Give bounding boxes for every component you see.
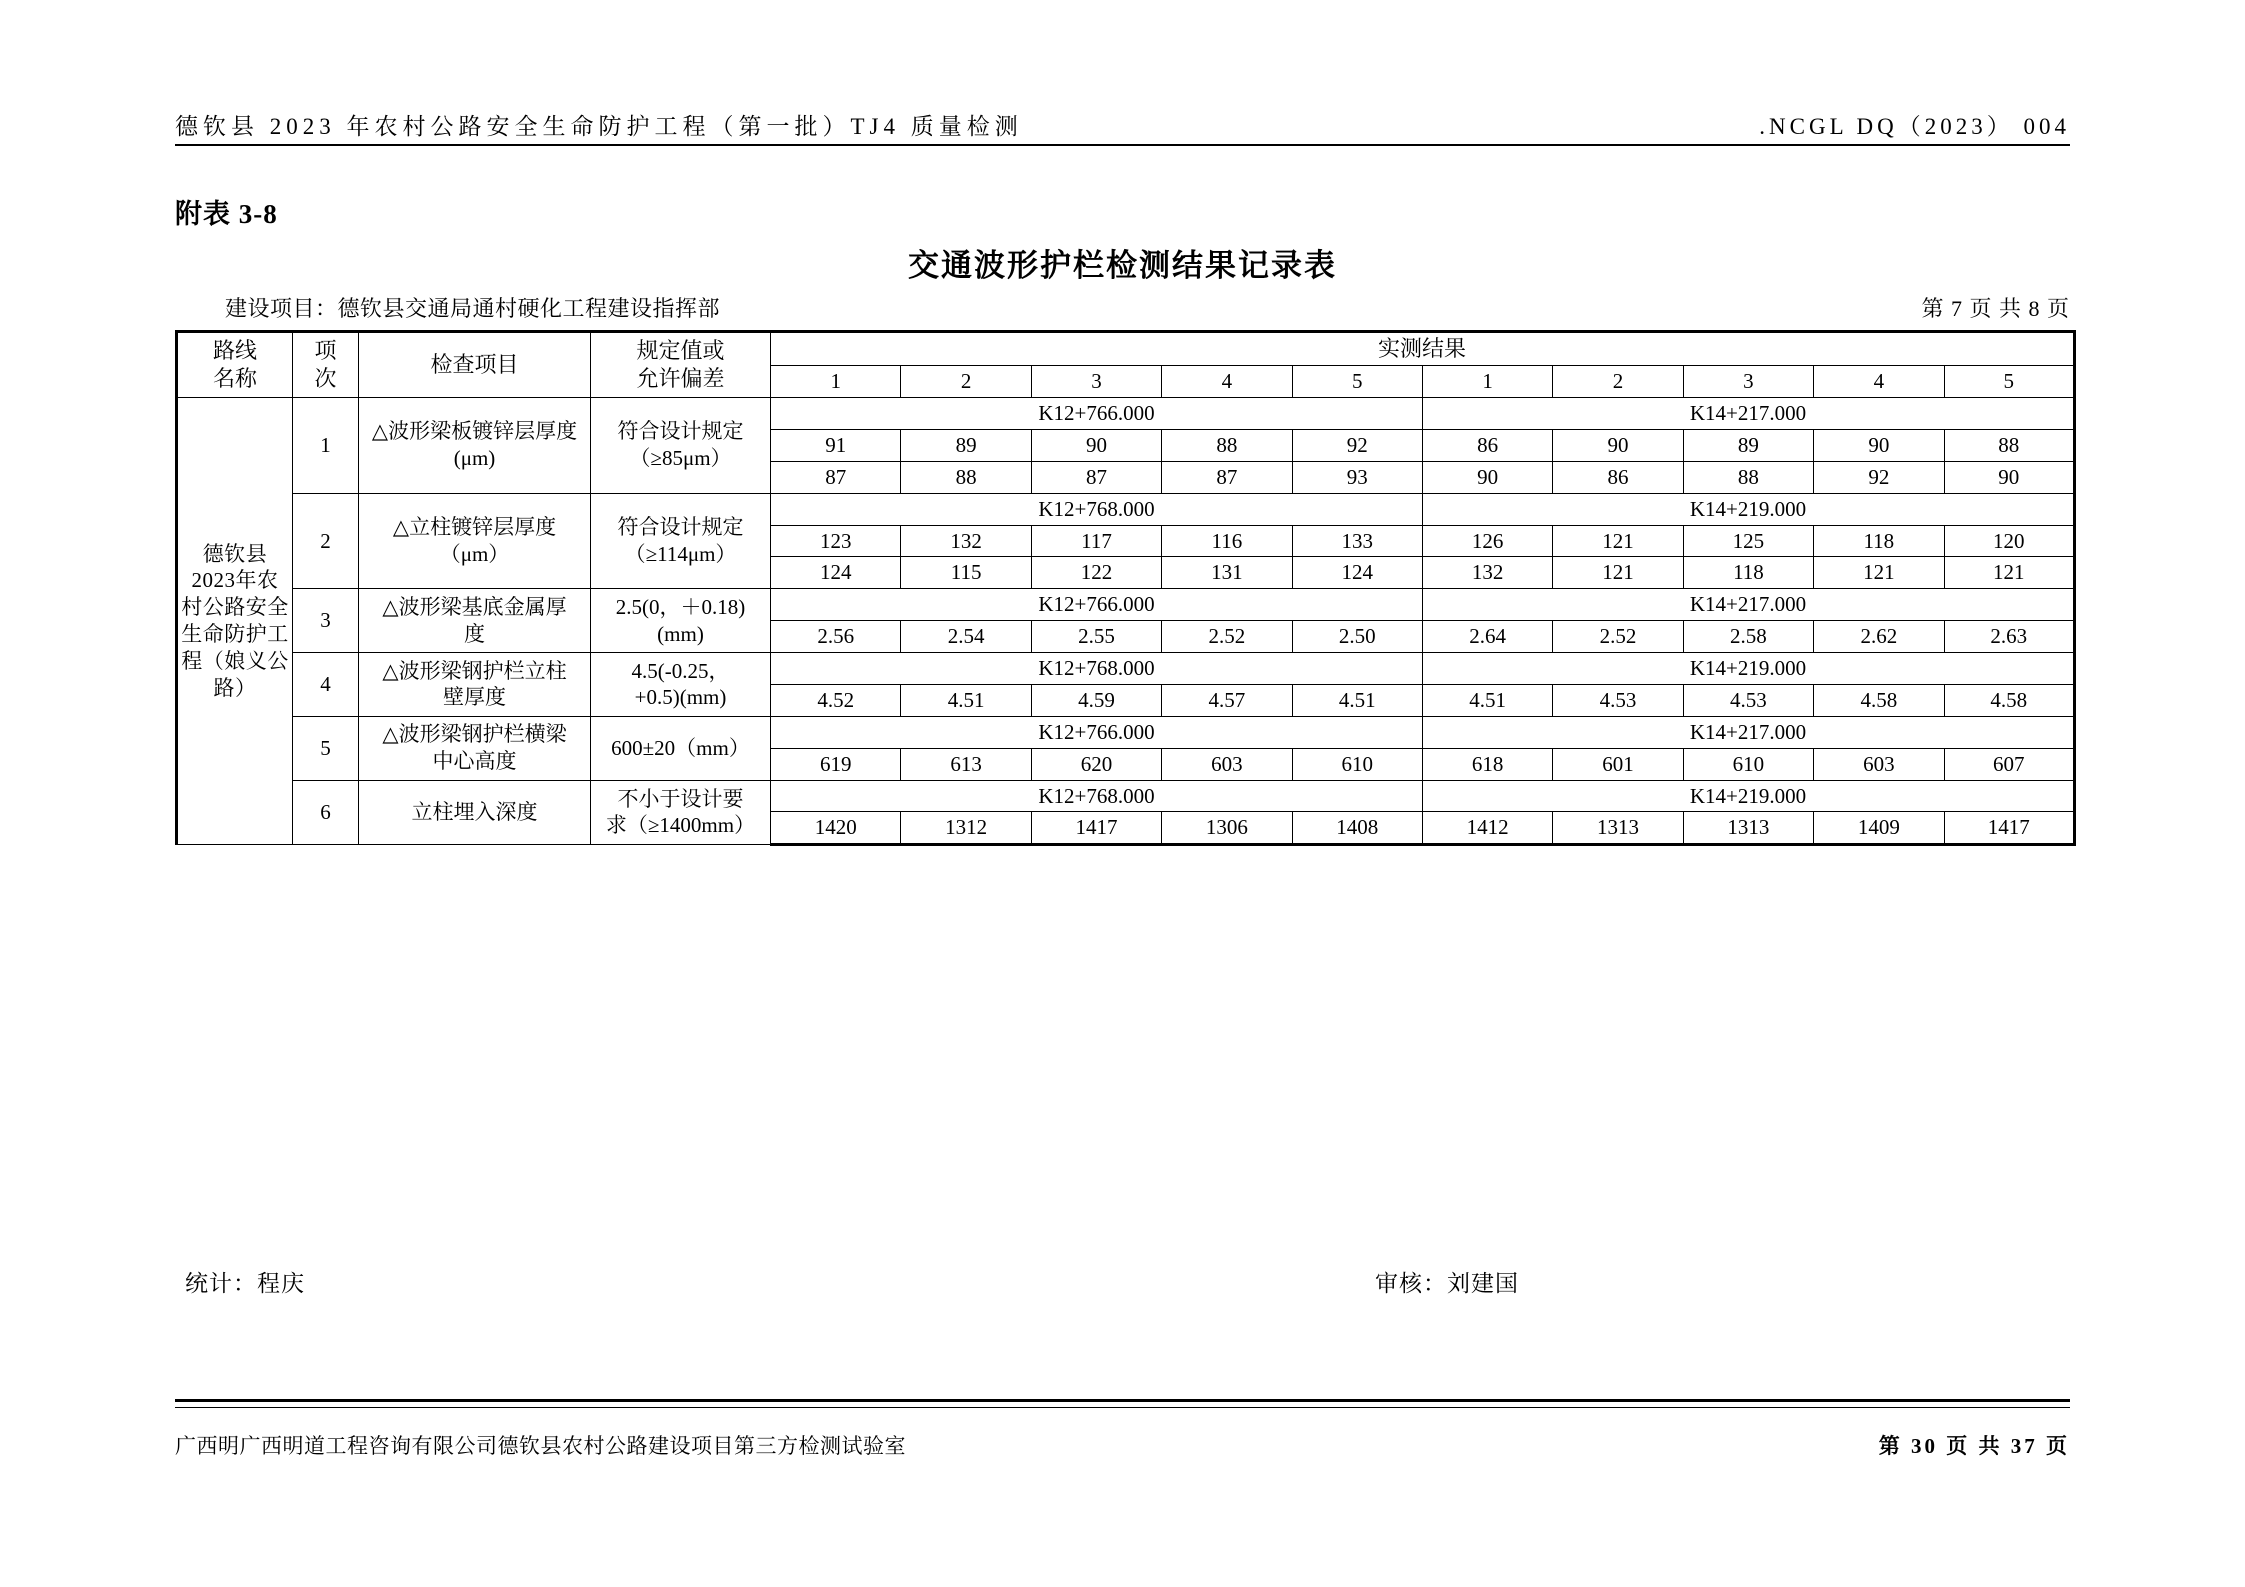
header-col-9: 4	[1814, 366, 1944, 398]
row-index-5: 5	[293, 716, 359, 780]
row-spec-6	[591, 780, 771, 845]
station-right-2: K14+219.000	[1422, 493, 2074, 525]
header-item: 检查项目	[359, 332, 591, 398]
station-right-3: K14+217.000	[1422, 589, 2074, 621]
cell-r1b-c2: 88	[901, 461, 1031, 493]
cell-r1a-c1: 91	[771, 429, 901, 461]
row-index-1: 1	[293, 398, 359, 494]
header-col-10: 5	[1944, 366, 2074, 398]
table-row	[177, 780, 2075, 812]
reviewer-label: 审核：刘建国	[1375, 1271, 1519, 1296]
cell-r1b-c1: 87	[771, 461, 901, 493]
cell-r6-c9: 1409	[1814, 812, 1944, 845]
cell-r5-c7: 601	[1553, 748, 1683, 780]
cell-r1a-c7: 90	[1553, 429, 1683, 461]
cell-r5-c1: 619	[771, 748, 901, 780]
cell-r2b-c4: 131	[1162, 557, 1292, 589]
row-item-5	[359, 716, 591, 780]
row-item-6: 立柱埋入深度	[359, 780, 591, 845]
row-item-4-line1: △波形梁钢护栏立柱	[382, 658, 567, 683]
cell-r4-c1: 4.52	[771, 684, 901, 716]
row-item-5-line1: △波形梁钢护栏横梁	[382, 722, 567, 747]
row-spec-6-line1: 不小于设计要	[617, 786, 744, 811]
cell-r2a-c1: 123	[771, 525, 901, 557]
table-header-row	[177, 332, 2075, 366]
cell-r6-c8: 1313	[1683, 812, 1813, 845]
row-spec-6-line2: 求（≥1400mm）	[605, 813, 756, 838]
cell-r3-c7: 2.52	[1553, 621, 1683, 653]
row-item-4-line2: 壁厚度	[443, 685, 506, 710]
cell-r6-c10: 1417	[1944, 812, 2074, 845]
header-route-line1: 路线	[212, 337, 257, 363]
row-item-2-line2: （μm）	[439, 541, 510, 566]
station-left-5: K12+766.000	[771, 716, 1423, 748]
header-col-1: 1	[771, 366, 901, 398]
cell-r3-c6: 2.64	[1422, 621, 1552, 653]
cell-r1b-c3: 87	[1031, 461, 1161, 493]
station-right-4: K14+219.000	[1422, 653, 2074, 685]
row-spec-2-line1: 符合设计规定	[617, 515, 744, 540]
cell-r4-c9: 4.58	[1814, 684, 1944, 716]
header-col-3: 3	[1031, 366, 1161, 398]
cell-r2b-c6: 132	[1422, 557, 1552, 589]
cell-r2b-c5: 124	[1292, 557, 1422, 589]
cell-r1a-c5: 92	[1292, 429, 1422, 461]
cell-r2b-c9: 121	[1814, 557, 1944, 589]
row-item-3-line1: △波形梁基底金属厚	[382, 594, 567, 619]
header-right-code: .NCGL DQ（2023） 004	[1759, 114, 2070, 139]
row-spec-4	[591, 653, 771, 717]
inspection-results-table	[175, 330, 2076, 846]
cell-r4-c5: 4.51	[1292, 684, 1422, 716]
cell-r1a-c9: 90	[1814, 429, 1944, 461]
cell-r2a-c6: 126	[1422, 525, 1552, 557]
row-spec-2-line2: （≥114μm）	[624, 541, 737, 566]
header-col-8: 3	[1683, 366, 1813, 398]
table-row	[177, 653, 2075, 685]
cell-r4-c2: 4.51	[901, 684, 1031, 716]
header-col-4: 4	[1162, 366, 1292, 398]
cell-r3-c2: 2.54	[901, 621, 1031, 653]
cell-r5-c6: 618	[1422, 748, 1552, 780]
cell-r3-c9: 2.62	[1814, 621, 1944, 653]
cell-r1b-c8: 88	[1683, 461, 1813, 493]
cell-r4-c4: 4.57	[1162, 684, 1292, 716]
footer-divider-thin	[175, 1407, 2070, 1408]
project-subline	[225, 292, 2070, 323]
header-spec-line2: 允许偏差	[636, 366, 725, 392]
cell-r5-c2: 613	[901, 748, 1031, 780]
appendix-number: 附表 3-8	[175, 199, 278, 229]
station-right-5: K14+217.000	[1422, 716, 2074, 748]
page-footer	[175, 1430, 2070, 1460]
row-item-3	[359, 589, 591, 653]
header-divider	[175, 144, 2070, 146]
cell-r3-c10: 2.63	[1944, 621, 2074, 653]
header-left-text: 德钦县 2023 年农村公路安全生命防护工程（第一批）TJ4 质量检测	[175, 114, 1023, 139]
cell-r2a-c10: 120	[1944, 525, 2074, 557]
row-spec-5: 600±20（mm）	[591, 716, 771, 780]
footer-organization: 广西明广西明道工程咨询有限公司德钦县农村公路建设项目第三方检测试验室	[175, 1434, 906, 1458]
row-item-3-line2: 度	[464, 621, 485, 646]
header-col-6: 1	[1422, 366, 1552, 398]
station-left-6: K12+768.000	[771, 780, 1423, 812]
cell-r2b-c7: 121	[1553, 557, 1683, 589]
cell-r2b-c1: 124	[771, 557, 901, 589]
row-spec-1	[591, 398, 771, 494]
cell-r6-c1: 1420	[771, 812, 901, 845]
cell-r2a-c5: 133	[1292, 525, 1422, 557]
row-index-6: 6	[293, 780, 359, 845]
cell-r1b-c4: 87	[1162, 461, 1292, 493]
header-col-2: 2	[901, 366, 1031, 398]
cell-r1a-c6: 86	[1422, 429, 1552, 461]
footer-divider-thick	[175, 1399, 2070, 1402]
row-item-2-line1: △立柱镀锌层厚度	[392, 515, 557, 540]
cell-r4-c3: 4.59	[1031, 684, 1161, 716]
row-spec-4-line1: 4.5(-0.25，	[631, 658, 730, 683]
cell-r5-c9: 603	[1814, 748, 1944, 780]
cell-r1b-c7: 86	[1553, 461, 1683, 493]
cell-r1a-c2: 89	[901, 429, 1031, 461]
cell-r1b-c5: 93	[1292, 461, 1422, 493]
station-right-1: K14+217.000	[1422, 398, 2074, 430]
table-row	[177, 589, 2075, 621]
cell-r1b-c6: 90	[1422, 461, 1552, 493]
station-left-1: K12+766.000	[771, 398, 1423, 430]
table-row	[177, 398, 2075, 430]
page-header	[175, 108, 2070, 141]
cell-r1a-c8: 89	[1683, 429, 1813, 461]
cell-r2a-c9: 118	[1814, 525, 1944, 557]
row-spec-1-line2: （≥85μm）	[629, 446, 732, 471]
row-index-4: 4	[293, 653, 359, 717]
cell-r1b-c9: 92	[1814, 461, 1944, 493]
row-spec-3-line2: (mm)	[657, 621, 704, 646]
header-index-line2: 次	[314, 366, 337, 392]
cell-r3-c3: 2.55	[1031, 621, 1161, 653]
cell-r2b-c3: 122	[1031, 557, 1161, 589]
header-col-5: 5	[1292, 366, 1422, 398]
cell-r5-c10: 607	[1944, 748, 2074, 780]
header-route-line2: 名称	[212, 366, 257, 392]
statistician-label: 统计：程庆	[185, 1271, 305, 1296]
cell-r1a-c10: 88	[1944, 429, 2074, 461]
row-spec-2	[591, 493, 771, 589]
cell-r2a-c2: 132	[901, 525, 1031, 557]
header-col-7: 2	[1553, 366, 1683, 398]
row-item-2	[359, 493, 591, 589]
cell-r4-c10: 4.58	[1944, 684, 2074, 716]
footer-page-number: 第 30 页 共 37 页	[1878, 1434, 2070, 1458]
header-spec-line1: 规定值或	[636, 337, 725, 363]
cell-r2a-c8: 125	[1683, 525, 1813, 557]
cell-r5-c4: 603	[1162, 748, 1292, 780]
cell-r3-c8: 2.58	[1683, 621, 1813, 653]
station-left-3: K12+766.000	[771, 589, 1423, 621]
table-row	[177, 716, 2075, 748]
header-measured-results: 实测结果	[771, 332, 2075, 366]
header-index-line1: 项	[314, 337, 337, 363]
route-name-cell: 德钦县2023年农村公路安全生命防护工程（娘义公路）	[177, 398, 293, 845]
row-spec-4-line2: +0.5)(mm)	[634, 685, 727, 710]
cell-r3-c4: 2.52	[1162, 621, 1292, 653]
cell-r5-c3: 620	[1031, 748, 1161, 780]
cell-r2a-c7: 121	[1553, 525, 1683, 557]
cell-r5-c5: 610	[1292, 748, 1422, 780]
cell-r4-c8: 4.53	[1683, 684, 1813, 716]
row-item-4	[359, 653, 591, 717]
cell-r3-c1: 2.56	[771, 621, 901, 653]
header-index	[293, 332, 359, 398]
station-right-6: K14+219.000	[1422, 780, 2074, 812]
cell-r6-c7: 1313	[1553, 812, 1683, 845]
page-title: 交通波形护栏检测结果记录表	[908, 248, 1337, 283]
cell-r1a-c4: 88	[1162, 429, 1292, 461]
cell-r4-c7: 4.53	[1553, 684, 1683, 716]
project-name: 建设项目：德钦县交通局通村硬化工程建设指挥部	[225, 296, 721, 321]
cell-r6-c5: 1408	[1292, 812, 1422, 845]
header-route	[177, 332, 293, 398]
cell-r3-c5: 2.50	[1292, 621, 1422, 653]
cell-r2b-c10: 121	[1944, 557, 2074, 589]
cell-r2b-c2: 115	[901, 557, 1031, 589]
cell-r5-c8: 610	[1683, 748, 1813, 780]
cell-r4-c6: 4.51	[1422, 684, 1552, 716]
cell-r1b-c10: 90	[1944, 461, 2074, 493]
cell-r6-c6: 1412	[1422, 812, 1552, 845]
header-spec	[591, 332, 771, 398]
cell-r6-c3: 1417	[1031, 812, 1161, 845]
row-spec-1-line1: 符合设计规定	[617, 419, 744, 444]
cell-r6-c2: 1312	[901, 812, 1031, 845]
cell-r1a-c3: 90	[1031, 429, 1161, 461]
cell-r2b-c8: 118	[1683, 557, 1813, 589]
cell-r6-c4: 1306	[1162, 812, 1292, 845]
row-index-3: 3	[293, 589, 359, 653]
cell-r2a-c3: 117	[1031, 525, 1161, 557]
row-spec-3	[591, 589, 771, 653]
station-left-4: K12+768.000	[771, 653, 1423, 685]
row-item-5-line2: 中心高度	[432, 749, 517, 774]
cell-r2a-c4: 116	[1162, 525, 1292, 557]
station-left-2: K12+768.000	[771, 493, 1423, 525]
row-item-1: △波形梁板镀锌层厚度(μm)	[359, 398, 591, 494]
row-index-2: 2	[293, 493, 359, 589]
row-spec-3-line1: 2.5(0，＋0.18)	[615, 594, 746, 619]
table-row	[177, 493, 2075, 525]
page-counter: 第 7 页 共 8 页	[1921, 296, 2070, 321]
